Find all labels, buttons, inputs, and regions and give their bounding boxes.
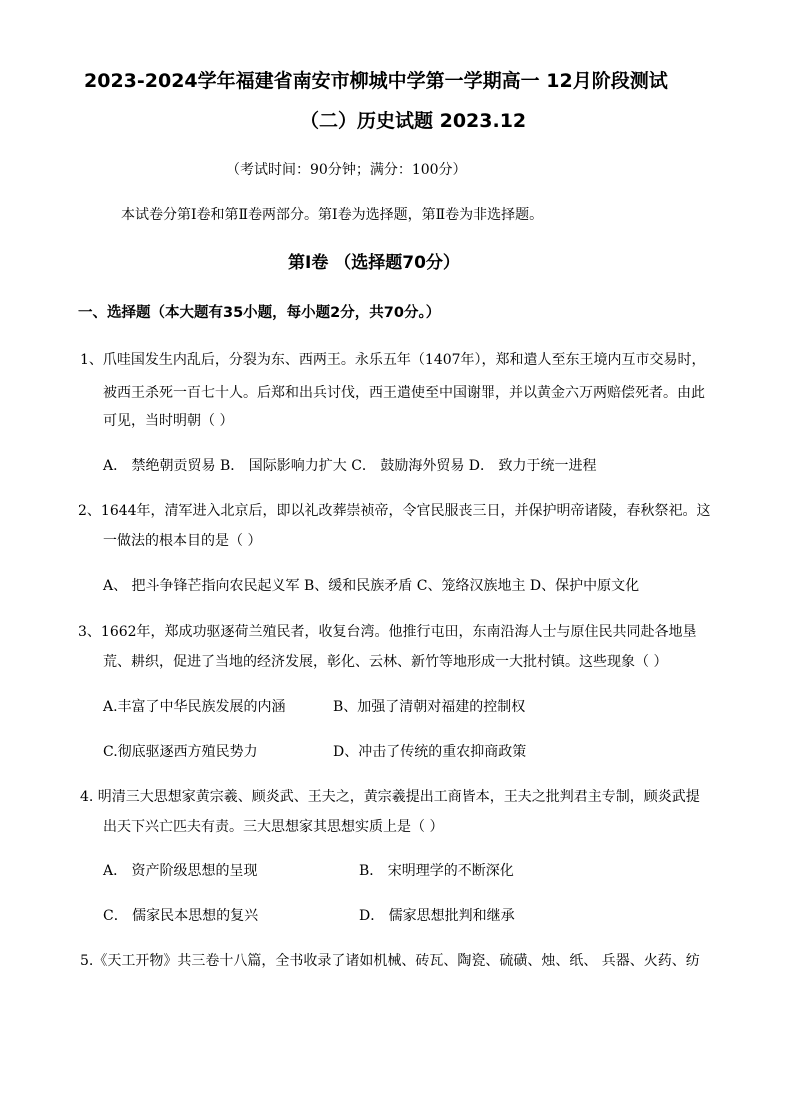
question-2-line-2: 一做法的根本目的是（ ） xyxy=(103,533,262,549)
exam-title-line-1: 2023-2024学年福建省南安市柳城中学第一学期高一 12月阶段测试 xyxy=(84,70,668,92)
question-3-option-c: C.彻底驱逐西方殖民势力 xyxy=(103,744,258,760)
exam-info: （考试时间：90分钟；满分：100分） xyxy=(226,162,467,178)
question-3-option-a: A.丰富了中华民族发展的内涵 xyxy=(103,699,286,715)
question-1-options: A． 禁绝朝贡贸易 B． 国际影响力扩大 C． 鼓励海外贸易 D． 致力于统一进程 xyxy=(103,458,597,474)
question-3-option-d: D、冲击了传统的重农抑商政策 xyxy=(333,744,527,760)
question-4-option-d: D． 儒家思想批判和继承 xyxy=(359,908,515,924)
section-title: 第Ⅰ卷 （选择题70分） xyxy=(288,253,460,273)
part-heading: 一、选择题（本大题有35小题，每小题2分，共70分。） xyxy=(78,305,441,321)
exam-intro: 本试卷分第Ⅰ卷和第Ⅱ卷两部分。第Ⅰ卷为选择题，第Ⅱ卷为非选择题。 xyxy=(121,207,544,223)
question-1-line-1: 1、爪哇国发生内乱后，分裂为东、西两王。永乐五年（1407年），郑和遣人至东王境内互市交易时， xyxy=(80,352,706,368)
question-4-line-1: 4. 明清三大思想家黄宗羲、顾炎武、王夫之，黄宗羲提出工商皆本，王夫之批判君主专制，顾炎武提 xyxy=(80,789,700,805)
question-2-line-1: 2、1644年，清军进入北京后，即以礼改葬崇祯帝，令官民服丧三日，并保护明帝诸陵，春秋祭祀。这 xyxy=(78,503,711,519)
question-1-line-2: 被西王杀死一百七十人。后郑和出兵讨伐，西王遣使至中国谢罪，并以黄金六万两赔偿死者。由此 xyxy=(103,385,705,401)
question-4-option-a: A． 资产阶级思想的呈现 xyxy=(103,863,258,879)
question-1-line-3: 可见，当时明朝（ ） xyxy=(103,413,234,429)
question-2-options: A、 把斗争锋芒指向农民起义军 B、缓和民族矛盾 C、笼络汉族地主 D、保护中原文化 xyxy=(103,578,640,594)
question-3-option-b: B、加强了清朝对福建的控制权 xyxy=(333,699,526,715)
question-4-option-b: B． 宋明理学的不断深化 xyxy=(359,863,514,879)
exam-title-line-2: （二）历史试题 2023.12 xyxy=(300,110,527,132)
question-4-option-c: C． 儒家民本思想的复兴 xyxy=(103,908,259,924)
question-5-line-1: 5.《天工开物》共三卷十八篇，全书收录了诸如机械、砖瓦、陶瓷、硫磺、烛、纸、 兵器、火药、纺 xyxy=(80,953,700,969)
question-3-line-2: 荒、耕织，促进了当地的经济发展，彰化、云林、新竹等地形成一大批村镇。这些现象（ ） xyxy=(103,654,668,670)
question-3-line-1: 3、1662年，郑成功驱逐荷兰殖民者，收复台湾。他推行屯田，东南沿海人士与原住民共同赴各地垦 xyxy=(78,624,697,640)
question-4-line-2: 出天下兴亡匹夫有责。三大思想家其思想实质上是（ ） xyxy=(103,819,444,835)
